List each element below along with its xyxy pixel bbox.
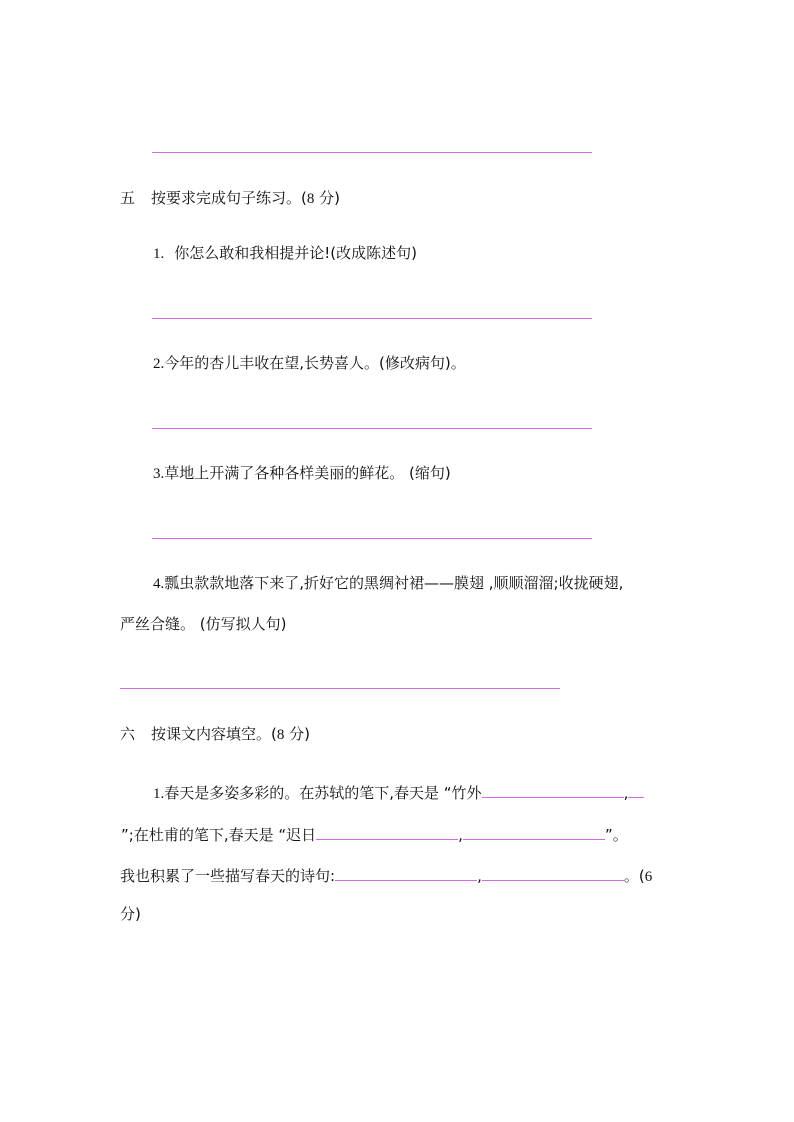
question-number: 1. <box>153 246 165 262</box>
fill-blank-3[interactable] <box>316 825 458 840</box>
answer-line-q3[interactable] <box>152 538 592 539</box>
comma: , <box>623 784 629 802</box>
question-text: 严丝合缝。 (仿写拟人句) <box>120 615 287 633</box>
question-text: 你怎么敢和我相提并论!(改成陈述句) <box>174 244 417 262</box>
section5-question-4-line1 <box>153 576 623 592</box>
comma: , <box>458 826 463 844</box>
section5-question-3 <box>153 466 451 482</box>
question-text: 春天是多姿多彩的。在苏轼的笔下,春天是 “竹外 <box>164 784 482 802</box>
question-number: 2. <box>153 356 165 372</box>
quote-mark: ” <box>121 826 129 844</box>
question-text: 我也积累了一些描写春天的诗句: <box>120 867 336 885</box>
answer-line-q4[interactable] <box>120 688 560 689</box>
section5-score: 8 <box>306 191 315 207</box>
question-number: 1. <box>153 786 165 802</box>
section5-question-4-line2 <box>120 617 286 632</box>
closing-text: 。( <box>623 867 645 885</box>
fill-blank-2[interactable] <box>628 783 644 798</box>
section6-title: 按课文内容填空。( <box>151 725 277 743</box>
question-text: ;在杜甫的笔下,春天是 “迟日 <box>128 826 317 844</box>
closing-text: ”。 <box>604 826 628 844</box>
comma: , <box>477 867 482 885</box>
section6-question-1-line4 <box>120 907 141 922</box>
section6-score: 8 <box>276 727 285 743</box>
section6-label: 六 <box>120 725 136 743</box>
section5-title: 按要求完成句子练习。( <box>151 189 307 207</box>
fill-blank-1[interactable] <box>482 783 624 798</box>
question-text: 分) <box>120 905 141 923</box>
section5-heading <box>120 191 340 207</box>
section6-question-1-line2 <box>121 825 628 843</box>
fill-blank-5[interactable] <box>335 866 477 881</box>
question-text: 草地上开满了各种各样美丽的鲜花。 (缩句) <box>164 464 451 482</box>
section5-title-end: 分) <box>314 189 340 207</box>
answer-line-q2[interactable] <box>152 428 592 429</box>
answer-line-q1[interactable] <box>152 318 592 319</box>
section5-label: 五 <box>120 189 136 207</box>
answer-line-top[interactable] <box>152 152 592 153</box>
section6-heading <box>120 727 310 743</box>
question-text: 今年的杏儿丰收在望,长势喜人。(修改病句)。 <box>164 354 466 372</box>
section5-question-2 <box>153 356 466 372</box>
question-number: 3. <box>153 466 165 482</box>
section5-question-1 <box>153 246 417 262</box>
section6-question-1-line1 <box>153 783 644 802</box>
score-value: 6 <box>644 869 653 885</box>
fill-blank-4[interactable] <box>463 825 605 840</box>
section6-question-1-line3 <box>120 866 652 885</box>
question-text: 瓢虫款款地落下来了,折好它的黑绸衬裙——膜翅 ,顺顺溜溜;收拢硬翅, <box>164 574 624 592</box>
question-number: 4. <box>153 576 165 592</box>
fill-blank-6[interactable] <box>482 866 624 881</box>
section6-title-end: 分) <box>284 725 310 743</box>
